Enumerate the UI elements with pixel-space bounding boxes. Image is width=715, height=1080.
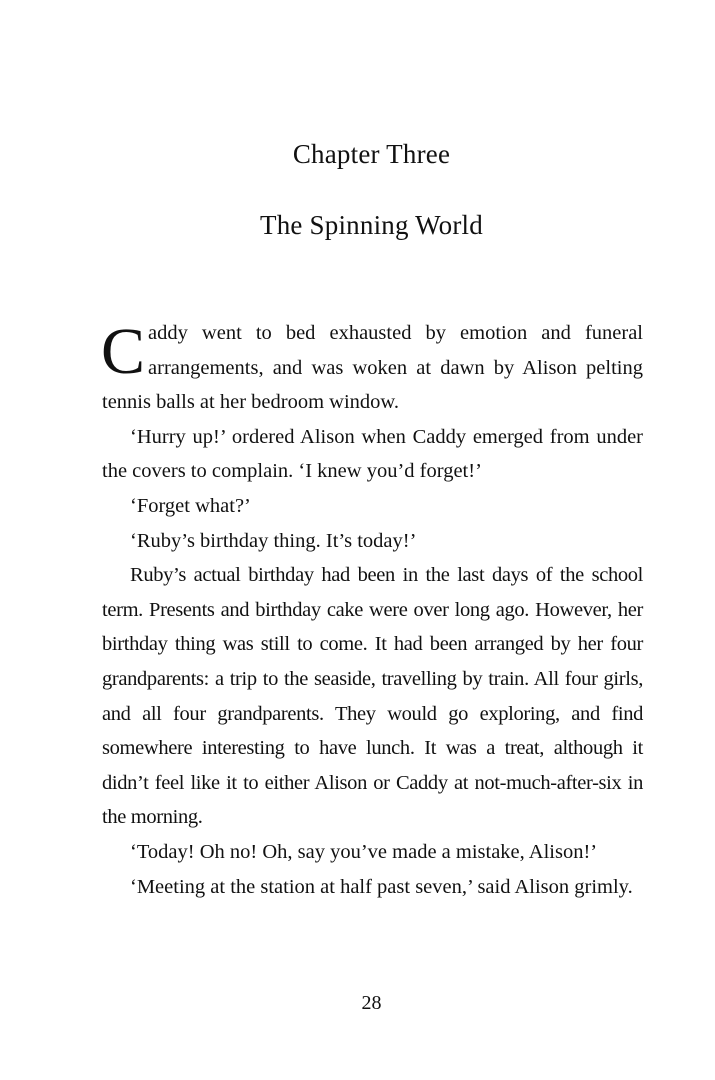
chapter-title-heading: The Spinning World [260,210,483,240]
paragraph-1-text: addy went to bed exhausted by emotion and funeral arrangements, and was woken at dawn by Alison pelting tennis balls at her bedroom window. [102,322,643,414]
chapter-number-heading: Chapter Three [292,139,451,169]
paragraph-6: ‘Today! Oh no! Oh, say you’ve made a mistake, Alison!’ [130,840,598,863]
paragraph-5: Ruby’s actual birthday had been in the last days of the school term. Presents and birthday cake were over long ago. However, her birthday thing was still to come. It had been arranged by her four grandparents: a trip to the seaside, travelling by train. All four girls, and all four grandparents. They would go exploring, and find somewhere interesting to have lunch. It was a treat, although it didn’t feel like it to either Alison or Caddy at not-much-after-six in the morning. [102,564,643,829]
page-number: 28 [361,992,382,1014]
chapter-body [102,316,643,904]
paragraph-3: ‘Forget what?’ [130,494,251,517]
drop-cap: C [101,315,146,388]
paragraph-7: ‘Meeting at the station at half past seven,’ said Alison grimly. [130,875,633,898]
paragraph-4: ‘Ruby’s birthday thing. It’s today!’ [130,529,417,552]
paragraph-2: ‘Hurry up!’ ordered Alison when Caddy emerged from under the covers to complain. ‘I knew you’d forget!’ [102,425,643,483]
paragraph-1 [102,316,643,420]
